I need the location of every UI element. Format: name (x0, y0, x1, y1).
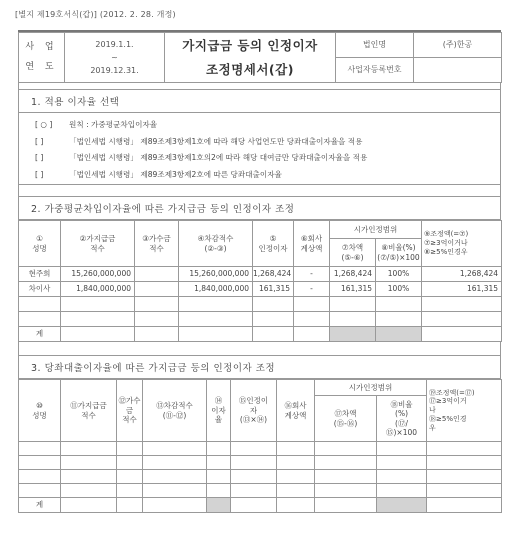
col-booked-header: ⑯회사 계상액 (277, 380, 315, 442)
market-range-header: 시가인정범위 (315, 380, 427, 396)
section1-title: 1. 적용 이자율 선택 (18, 89, 501, 113)
col-name-header: ⑩ 성명 (19, 380, 61, 442)
cell-deposit (135, 282, 179, 297)
period-separator: ~ (111, 52, 118, 62)
cell-name: 현주희 (19, 267, 61, 282)
cell-ratio: 100% (376, 282, 422, 297)
cell-deposit (135, 267, 179, 282)
corp-name-value: (주)한공 (414, 33, 502, 58)
form-title-line1: 가지급금 등의 인정이자 (182, 37, 318, 53)
option-text: 「법인세법 시행령」 제89조제3항제1호에 따라 해당 사업연도만 당좌대출이자율을 적용 (69, 136, 363, 146)
option-checkbox[interactable]: [ ] (35, 136, 44, 146)
table-row (19, 267, 502, 282)
option-loan-only-overdraft (19, 149, 500, 166)
shaded-cell (376, 327, 422, 342)
form-header (18, 32, 502, 83)
col-ratio-header: ⑧비율(%) (⑦/⑤)×100 (376, 239, 422, 267)
shaded-cell (377, 498, 427, 513)
shaded-cell (330, 327, 376, 342)
col-loan-header: ⑪가지급금 적수 (61, 380, 117, 442)
adjustment-statement-form (18, 30, 501, 513)
col-adj-header: ⑨조정액(=⑦) ⑦≥3억이거나 ⑧≥5%인경우 (422, 221, 502, 267)
cell-name: 차이사 (19, 282, 61, 297)
corp-name-label: 법인명 (336, 33, 414, 58)
spacer (18, 342, 501, 355)
form-title-line2: 조정명세서(갑) (206, 61, 294, 77)
period-label-top: 사 업 (25, 41, 58, 52)
col-diff-header: ⑰차액 (⑮-⑯) (315, 396, 377, 442)
period-label-bottom: 연 도 (25, 62, 58, 72)
col-interest-header: ⑤ 인정이자 (253, 221, 294, 267)
col-deposit-header: ⑫가수 금 적수 (117, 380, 143, 442)
option-checkbox[interactable]: [ ] (35, 169, 44, 179)
cell-adj: 161,315 (422, 282, 502, 297)
section2-table (18, 220, 502, 342)
table-row (19, 297, 502, 312)
option-text: 「법인세법 시행령」 제89조제3항제1호의2에 따라 해당 대여금만 당좌대출이자율을 적용 (69, 153, 368, 162)
total-row (19, 498, 502, 513)
cell-net: 1,840,000,000 (179, 282, 253, 297)
total-label: 계 (19, 498, 61, 513)
col-diff-header: ⑦차액 (⑤-⑥) (330, 239, 376, 267)
market-range-header: 시가인정범위 (330, 221, 422, 239)
table-row (19, 470, 502, 484)
period-end: 2019.12.31. (90, 65, 139, 75)
col-deposit-header: ③가수금 적수 (135, 221, 179, 267)
section1-options (18, 113, 501, 184)
col-rate-header: ⑭ 이자 율 (207, 380, 231, 442)
spacer (18, 184, 501, 196)
col-name-header: ① 성명 (19, 221, 61, 267)
section3-table (18, 379, 502, 513)
cell-diff: 161,315 (330, 282, 376, 297)
col-net-header: ⑬차감적수 (⑪-⑫) (143, 380, 207, 442)
cell-loan: 1,840,000,000 (61, 282, 135, 297)
col-adj-header: ⑲조정액(=⑰) ⑰≥3억이거 나 ⑱≥5%인경 우 (427, 380, 502, 442)
option-weighted-avg (19, 116, 500, 133)
col-interest-header: ⑮인정이 자 (⑬×⑭) (231, 380, 277, 442)
section3-title: 3. 당좌대출이자율에 따른 가지급금 등의 인정이자 조정 (18, 355, 501, 379)
option-checkbox[interactable]: [ ] (35, 153, 44, 162)
cell-interest: 1,268,424 (253, 267, 294, 282)
section2-title: 2. 가중평균차입이자율에 따른 가지급금 등의 인정이자 조정 (18, 196, 501, 220)
option-overdraft-rate (19, 166, 500, 183)
biz-no-label: 사업자등록번호 (336, 58, 414, 83)
cell-ratio: 100% (376, 267, 422, 282)
total-label: 계 (19, 327, 61, 342)
option-checkbox[interactable]: [ ○ ] (35, 120, 53, 129)
period-start: 2019.1.1. (95, 39, 134, 49)
cell-interest: 161,315 (253, 282, 294, 297)
option-text: 원칙 : 가중평균차입이자율 (69, 120, 158, 129)
table-row (19, 442, 502, 456)
col-ratio-header: ⑱비율 (%) (⑰/ ⑮)×100 (377, 396, 427, 442)
cell-diff: 1,268,424 (330, 267, 376, 282)
biz-no-value (414, 58, 502, 83)
cell-adj: 1,268,424 (422, 267, 502, 282)
cell-loan: 15,260,000,000 (61, 267, 135, 282)
table-row (19, 312, 502, 327)
col-booked-header: ⑥회사 계상액 (294, 221, 330, 267)
option-text: 「법인세법 시행령」 제89조제3항제2호에 따른 당좌대출이자율 (69, 169, 282, 179)
cell-booked: - (294, 282, 330, 297)
shaded-cell (207, 498, 231, 513)
col-net-header: ④차감적수 (②-③) (179, 221, 253, 267)
option-current-year-overdraft (19, 133, 500, 150)
table-row (19, 282, 502, 297)
total-row (19, 327, 502, 342)
cell-net: 15,260,000,000 (179, 267, 253, 282)
form-number: [별지 제19호서식(갑)] (2012. 2. 28. 개정) (15, 10, 176, 19)
col-loan-header: ②가지급금 적수 (61, 221, 135, 267)
cell-booked: - (294, 267, 330, 282)
table-row (19, 456, 502, 470)
table-row (19, 484, 502, 498)
